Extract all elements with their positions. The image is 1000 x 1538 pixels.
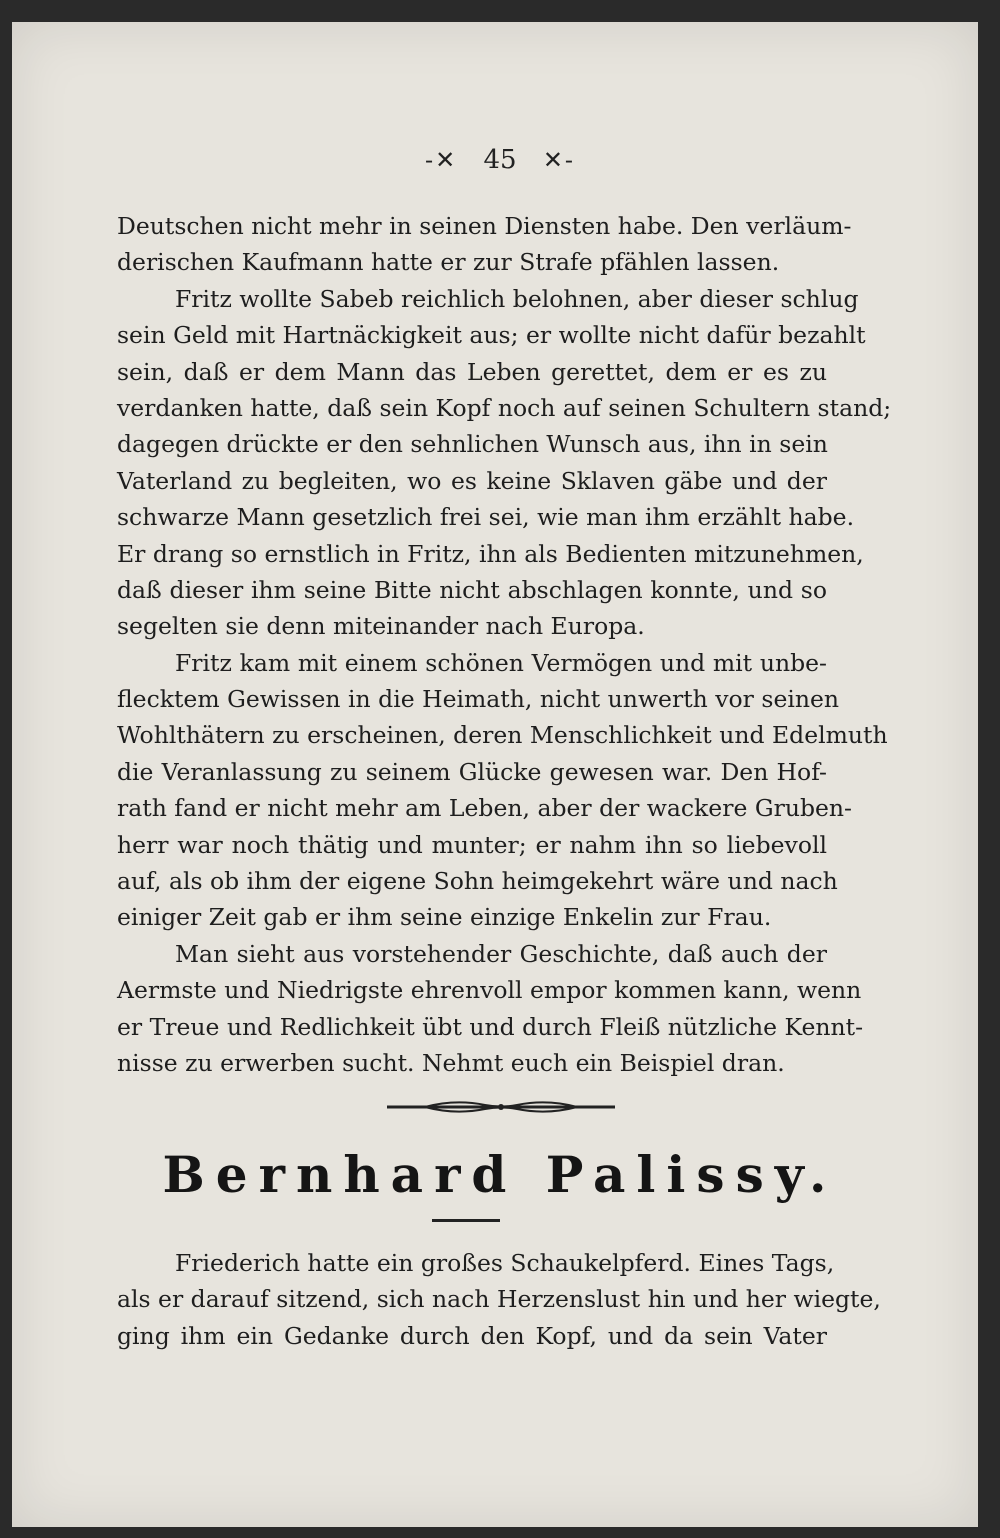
text-line: derischen Kaufmann hatte er zur Strafe pfählen lassen.	[117, 248, 780, 277]
text-line: dagegen drückte er den sehnlichen Wunsch aus, ihn in sein	[117, 430, 828, 459]
section-title: Bernhard Palissy.	[162, 1145, 838, 1204]
text-line: Wohlthätern zu erscheinen, deren Menschlichkeit und Edelmuth	[117, 721, 888, 750]
text-line: daß dieser ihm seine Bitte nicht abschlagen konnte, und so	[117, 575, 827, 604]
text-line: sein, daß er dem Mann das Leben gerettet, dem er es zu	[117, 357, 827, 386]
text-line: sein Geld mit Hartnäckigkeit aus; er wollte nicht dafür bezahlt	[117, 321, 866, 350]
text-line: ging ihm ein Gedanke durch den Kopf, und da sein Vater	[117, 1321, 827, 1350]
header-ornament-right: ✕-	[542, 146, 576, 174]
title-underline	[432, 1219, 500, 1222]
text-block-new-story	[117, 1245, 881, 1354]
ornamental-divider	[385, 1097, 617, 1117]
text-line: rath fand er nicht mehr am Leben, aber der wackere Gruben-	[117, 794, 852, 823]
text-line: als er darauf sitzend, sich nach Herzenslust hin und her wiegte,	[117, 1285, 881, 1314]
text-line: er Treue und Redlichkeit übt und durch Fleiß nützliche Kennt-	[117, 1012, 864, 1041]
text-line: Er drang so ernstlich in Fritz, ihn als Bedienten mitzunehmen,	[117, 539, 864, 568]
text-line: auf, als ob ihm der eigene Sohn heimgekehrt wäre und nach	[117, 867, 838, 896]
text-line: Man sieht aus vorstehender Geschichte, daß auch der	[175, 939, 827, 968]
page-header	[0, 145, 1000, 185]
text-line: Fritz wollte Sabeb reichlich belohnen, aber dieser schlug	[175, 284, 859, 313]
text-block-story-end	[117, 208, 892, 1081]
text-line: Fritz kam mit einem schönen Vermögen und mit unbe-	[175, 648, 827, 677]
text-line: die Veranlassung zu seinem Glücke gewesen war. Den Hof-	[117, 757, 827, 786]
header-ornament-left: -✕	[424, 146, 458, 174]
text-line: flecktem Gewissen in die Heimath, nicht unwerth vor seinen	[117, 685, 840, 714]
text-line: herr war noch thätig und munter; er nahm ihn so liebevoll	[117, 830, 827, 859]
text-line: segelten sie denn miteinander nach Europa.	[117, 612, 645, 641]
text-line: verdanken hatte, daß sein Kopf noch auf seinen Schultern stand;	[117, 393, 892, 422]
text-line: Friederich hatte ein großes Schaukelpferd. Eines Tags,	[175, 1249, 835, 1277]
text-line: Deutschen nicht mehr in seinen Diensten habe. Den verläum-	[117, 212, 852, 240]
text-line: einiger Zeit gab er ihm seine einzige Enkelin zur Frau.	[117, 903, 772, 932]
text-line: Vaterland zu begleiten, wo es keine Sklaven gäbe und der	[117, 466, 827, 495]
page-number: 45	[483, 145, 517, 175]
text-line: schwarze Mann gesetzlich frei sei, wie man ihm erzählt habe.	[117, 503, 855, 532]
text-line: nisse zu erwerben sucht. Nehmt euch ein Beispiel dran.	[117, 1048, 785, 1077]
text-line: Aermste und Niedrigste ehrenvoll empor kommen kann, wenn	[117, 976, 862, 1005]
